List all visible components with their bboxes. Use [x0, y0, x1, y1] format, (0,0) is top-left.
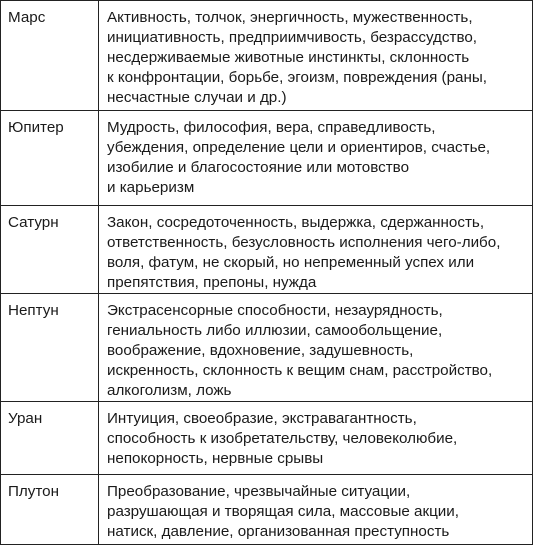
- table-row: [1, 402, 533, 475]
- description-line: убеждения, определение цели и ориентиров, счастье,: [107, 139, 491, 156]
- table-row: [1, 1, 533, 111]
- planet-name-cell: Плутон: [1, 475, 99, 545]
- planet-name-cell: Уран: [1, 402, 99, 475]
- description-line: воля, фатум, не скорый, но непременный успех или: [107, 254, 475, 271]
- description-line: непокорность, нервные срывы: [107, 450, 324, 467]
- planet-name-cell: Сатурн: [1, 206, 99, 294]
- description-line: изобилие и благосостояние или мотовство: [107, 159, 410, 176]
- description-line: алкоголизм, ложь: [107, 382, 232, 399]
- description-line: натиск, давление, организованная преступность: [107, 523, 450, 540]
- description-line: несчастные случаи и др.): [107, 89, 287, 106]
- planet-description-cell: [99, 1, 533, 111]
- description-line: способность к изобретательству, человеколюбие,: [107, 430, 458, 447]
- description-line: препятствия, препоны, нужда: [107, 274, 317, 291]
- description-line: к конфронтации, борьбе, эгоизм, повреждения (раны,: [107, 69, 487, 86]
- description-line: несдерживаемые животные инстинкты, склонность: [107, 49, 470, 66]
- description-line: Интуиция, своеобразие, экстравагантность,: [107, 410, 417, 427]
- description-line: Активность, толчок, энергичность, мужественность,: [107, 9, 473, 26]
- planet-name-cell: Марс: [1, 1, 99, 111]
- planet-name-cell: Юпитер: [1, 111, 99, 206]
- table-row: [1, 111, 533, 206]
- planet-description-cell: [99, 402, 533, 475]
- description-line: и карьеризм: [107, 179, 195, 196]
- description-line: воображение, вдохновение, задушевность,: [107, 342, 414, 359]
- planet-description-cell: [99, 475, 533, 545]
- planet-description-cell: [99, 294, 533, 402]
- description-line: Закон, сосредоточенность, выдержка, сдержанность,: [107, 214, 485, 231]
- planet-description-cell: [99, 206, 533, 294]
- table-row: [1, 206, 533, 294]
- description-line: Преобразование, чрезвычайные ситуации,: [107, 483, 411, 500]
- description-line: разрушающая и творящая сила, массовые акции,: [107, 503, 459, 520]
- table-row: [1, 475, 533, 545]
- planet-name-cell: Нептун: [1, 294, 99, 402]
- planet-description-cell: [99, 111, 533, 206]
- description-line: Мудрость, философия, вера, справедливость,: [107, 119, 436, 136]
- description-line: гениальность либо иллюзии, самообольщение,: [107, 322, 443, 339]
- table-row: [1, 294, 533, 402]
- description-line: искренность, склонность к вещим снам, расстройство,: [107, 362, 493, 379]
- description-line: инициативность, предприимчивость, безрассудство,: [107, 29, 478, 46]
- description-line: ответственность, безусловность исполнения чего-либо,: [107, 234, 501, 251]
- description-line: Экстрасенсорные способности, незаурядность,: [107, 302, 443, 319]
